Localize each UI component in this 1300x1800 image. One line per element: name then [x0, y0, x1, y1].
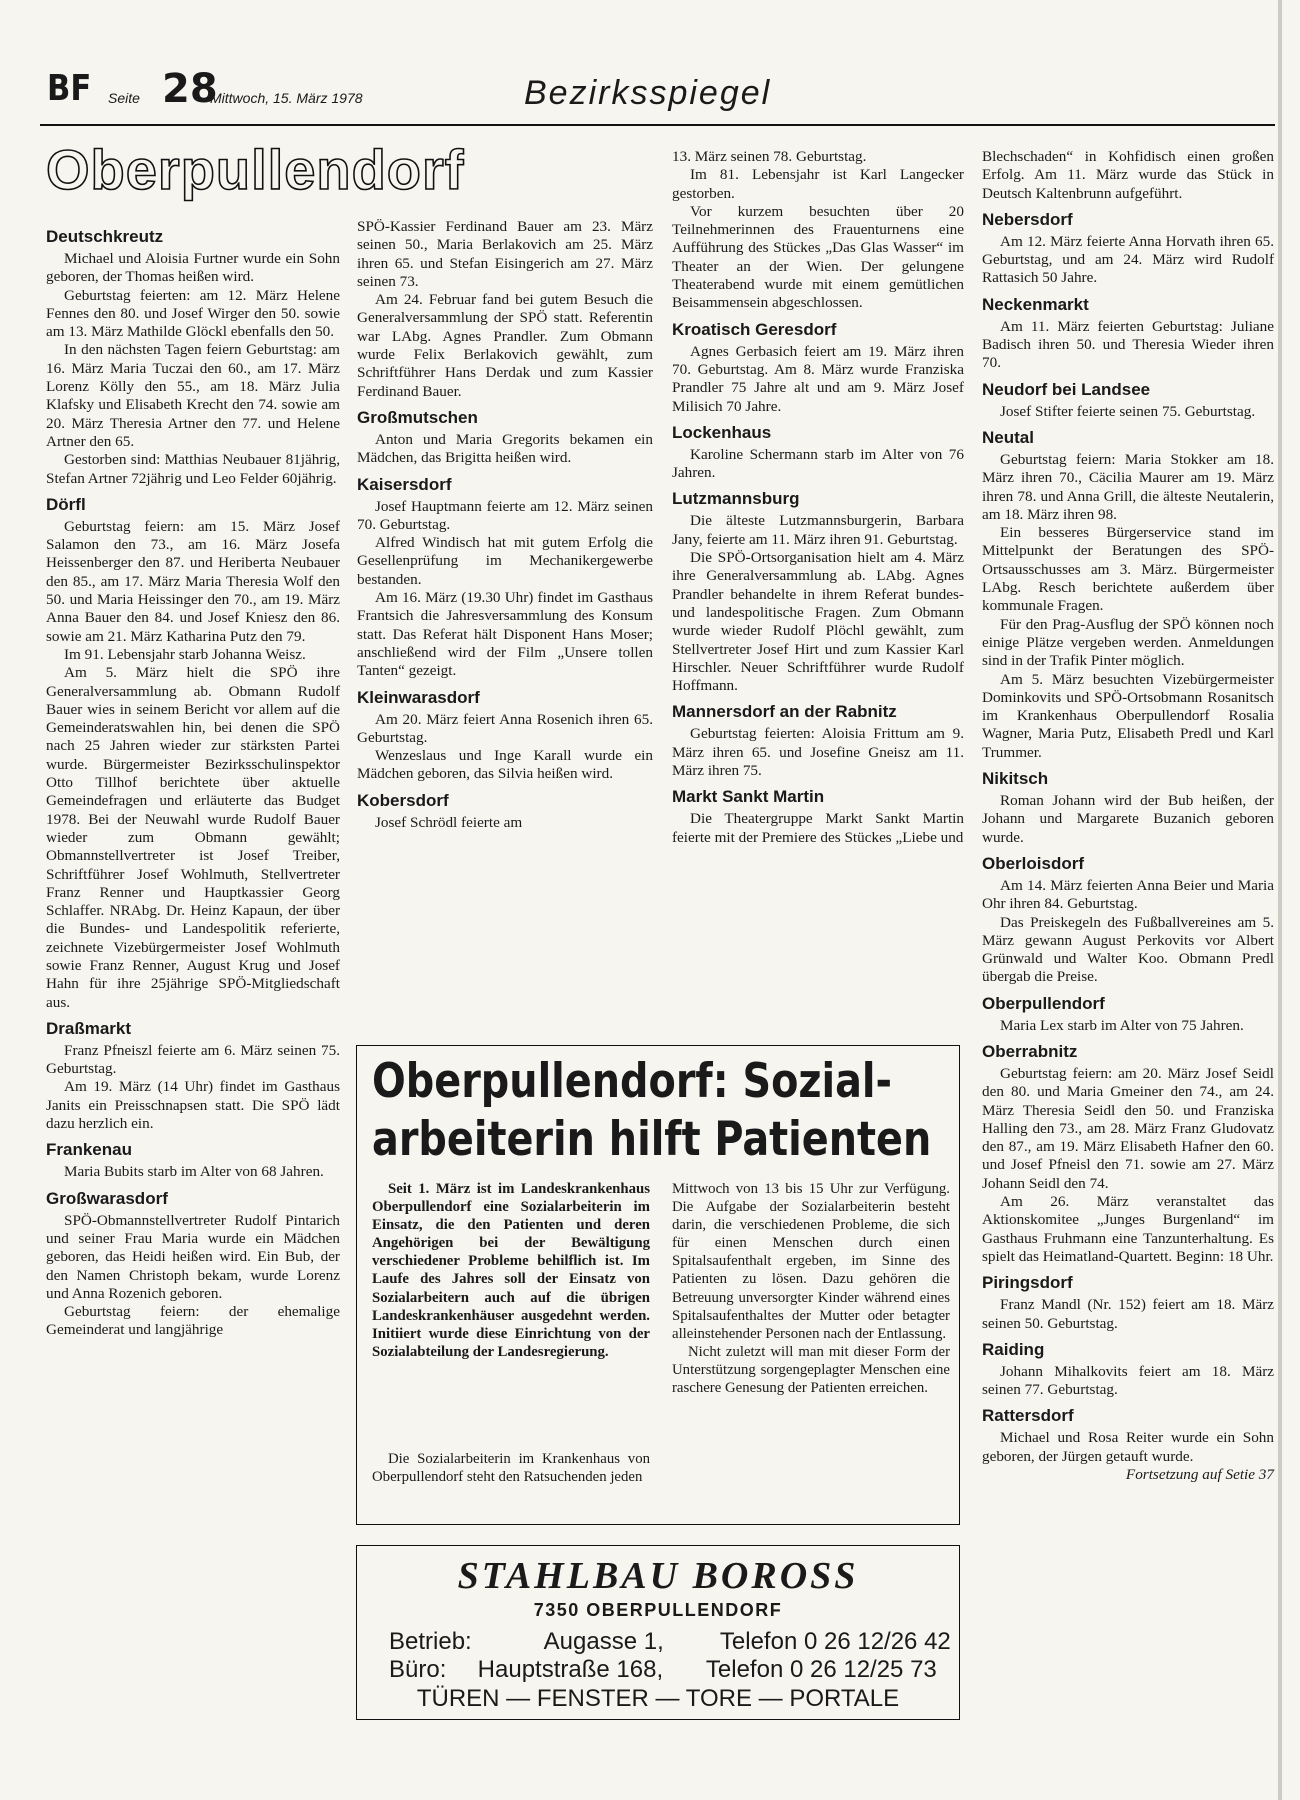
header-rule: [40, 124, 1275, 126]
paragraph: Karoline Schermann starb im Alter von 76 Jahren.: [672, 445, 964, 482]
section-heading: Lockenhaus: [672, 422, 772, 442]
section-heading: Kaisersdorf: [357, 474, 452, 494]
district-masthead: Oberpullendorf: [46, 138, 465, 201]
newspaper-logo: BF: [47, 68, 92, 109]
section-heading: Kleinwarasdorf: [357, 687, 480, 707]
paragraph: Am 14. März feierten Anna Beier und Maria Ohr ihren 84. Geburtstag.: [982, 876, 1274, 913]
page-edge: [1278, 0, 1282, 1800]
feature-headline: [372, 1053, 932, 1169]
paragraph: Am 5. März besuchten Vizebürgermeister Dominkovits und SPÖ-Ortsobmann Rosanitsch im Krankenhaus Oberpullendorf Rosalia Wagner, Maria Putz, Elisabeth Predl und Karl Trummer.: [982, 670, 1274, 761]
paragraph: Am 5. März hielt die SPÖ ihre Generalversammlung ab. Obmann Rudolf Bauer wies in seinem Bericht vor allem auf die Gemeinderatswahlen hin, bei denen die SPÖ nach 25 Jahren wieder zur stärksten Partei wurde. Bürgermeister Bezirksschulinspektor Otto Tillhof berichtete über aktuelle Gemeindefragen und erläuterte das Budget 1978. Bei der Neuwahl wurde Rudolf Bauer wieder zum Obmann gewählt; Obmannstellvertreter ist Josef Treiber, Schriftführer Josef Wohlmuth, Stellvertreter Franz Renner und Hauptkassier Georg Schlaffer. NRAbg. Dr. Heinz Kapaun, der über die Bundes- und Landespolitik referierte, zeichnete Vizebürgermeister Josef Wohlmuth sowie Franz Renner, August Krug und Josef Hahn für ihre 25jährige SPÖ-Mitgliedschaft aus.: [46, 664, 340, 1011]
paragraph: Josef Stifter feierte seinen 75. Geburtstag.: [1000, 402, 1256, 420]
section-heading: Piringsdorf: [982, 1273, 1073, 1293]
advertisement: [356, 1545, 960, 1720]
paragraph: Johann Mihalkovits feiert am 18. März seinen 77. Geburtstag.: [982, 1362, 1274, 1399]
ad-products: TÜREN — FENSTER — TORE — PORTALE: [416, 1685, 900, 1712]
paragraph: Maria Bubits starb im Alter von 68 Jahren.: [64, 1163, 324, 1181]
page-label: Seite: [108, 90, 140, 106]
paragraph: Geburtstag feiern: am 15. März Josef Salamon den 73., am 16. März Josefa Heissenberger den 87. und Heriberta Neubauer den 85., am 17. März Maria Theresia Wolf den 50. und Maria Heissinger den 70., am 19. März Anna Bauer den 84. und Josef Kniesz den 86. sowie am 21. März Katharina Putz den 79.: [46, 517, 340, 645]
paragraph: Die Sozialarbeiterin im Krankenhaus von Oberpullendorf steht den Ratsuchenden jeden: [372, 1451, 650, 1486]
ad-label: Büro:: [389, 1656, 447, 1683]
paragraph: SPÖ-Kassier Ferdinand Bauer am 23. März seinen 50., Maria Berlakovich am 25. März ihren 65. und Stefan Eisingerich am 27. März seinen 73.: [357, 218, 653, 290]
ad-phone: Telefon 0 26 12/25 73: [705, 1656, 937, 1683]
section-heading: Markt Sankt Martin: [672, 787, 825, 807]
feature-lead: [372, 1180, 650, 1361]
section-heading: Großwarasdorf: [46, 1188, 168, 1208]
lead-paragraph: Seit 1. März ist im Landeskrankenhaus Oberpullendorf eine Sozialarbeiterin im Einsatz, die den Patienten und deren Angehörigen bei der Bewältigung verschiedener Probleme behilflich ist. Im Laufe des Jahres soll der Einsatz von Sozialarbeitern auch auf die übrigen Landeskrankenhäuser ausgedehnt werden. Initiiert wurde diese Einrichtung von der Sozialabteilung der Landesregierung.: [372, 1181, 650, 1360]
section-heading: Raiding: [982, 1339, 1045, 1359]
ad-city: 7350 OBERPULLENDORF: [533, 1600, 783, 1620]
section-heading: Frankenau: [46, 1140, 132, 1160]
ad-buero-line: [389, 1656, 945, 1684]
headline-line: arbeiterin hilft Patienten: [372, 1112, 932, 1167]
paragraph: Am 20. März feiert Anna Rosenich ihren 65. Geburtstag.: [357, 710, 653, 746]
paragraph: Die älteste Lutzmannsburgerin, Barbara Jany, feierte am 11. März ihren 91. Geburtstag.: [672, 512, 964, 548]
paragraph: Geburtstag feiern: der ehemalige Gemeinderat und langjährige: [46, 1303, 340, 1339]
continuation-note: Fortsetzung auf Setie 37: [1125, 1466, 1274, 1484]
section-heading: Draßmarkt: [46, 1018, 132, 1038]
column-1: [46, 220, 340, 1340]
paragraph: Das Preiskegeln des Fußballvereines am 5. März gewann August Perkovits vor Albert Grünwald und Walter Koo. Obmann Predl übergab die Preise.: [982, 913, 1274, 986]
paragraph: Geburtstag feierten: Aloisia Frittum am 9. März ihren 65. und Josefine Gneisz am 11. März ihren 75.: [672, 725, 964, 780]
headline-line: Oberpullendorf: Sozial-: [372, 1054, 893, 1109]
page-header: [40, 66, 1275, 120]
column-2: [357, 218, 653, 832]
section-heading: Nebersdorf: [982, 209, 1073, 229]
paragraph: Anton und Maria Gregorits bekamen ein Mädchen, das Brigitta heißen wird.: [357, 430, 653, 467]
paragraph: Am 11. März feierten Geburtstag: Juliane Badisch ihren 50. und Theresia Wieder ihren 70.: [982, 317, 1274, 372]
paragraph: Im 81. Lebensjahr ist Karl Langecker gestorben.: [672, 166, 964, 202]
paragraph: Maria Lex starb im Alter von 75 Jahren.: [1000, 1016, 1244, 1034]
paragraph: Mittwoch von 13 bis 15 Uhr zur Verfügung. Die Aufgabe der Sozialarbeiterin besteht darin, die verschiedenen Probleme, die sich für einen Menschen durch einen Spitalsaufenthalt ergeben, im Sinne des Patienten zu lösen. Dazu gehören die Betreuung unversorgter Kinder während eines Spitalsaufenthaltes der Mutter oder betagter alleinstehender Personen nach der Entlassung.: [672, 1181, 950, 1342]
column-4: [982, 148, 1274, 1484]
issue-date: Mittwoch, 15. März 1978: [210, 90, 363, 106]
paragraph: Vor kurzem besuchten über 20 Teilnehmerinnen des Frauenturnens eine Aufführung des Stückes „Das Glas Wasser“ im Theater an der Wien. Der gelungene Theaterabend wurde mit einem gemütlichen Beisammensein abgeschlossen.: [672, 202, 964, 312]
paragraph: Wenzeslaus und Inge Karall wurde ein Mädchen geboren, das Silvia heißen wird.: [357, 747, 653, 783]
paragraph: Geburtstag feiern: Maria Stokker am 18. März ihren 70., Cäcilia Maurer am 19. März ihren 78. und Anna Grill, die älteste Neutalerin, am 18. März ihren 98.: [982, 450, 1274, 523]
feature-body-start: [372, 1450, 650, 1486]
section-title: Bezirksspiegel: [524, 74, 772, 112]
paragraph: Josef Schrödl feierte am: [375, 813, 523, 831]
paragraph: Michael und Rosa Reiter wurde ein Sohn geboren, der Jürgen getauft wurde.: [982, 1429, 1274, 1465]
paragraph: Alfred Windisch hat mit gutem Erfolg die Gesellenprüfung im Mechanikergewerbe bestanden.: [357, 534, 653, 588]
ad-betrieb-line: [389, 1628, 951, 1656]
paragraph: Am 19. März (14 Uhr) findet im Gasthaus Janits ein Preisschnapsen statt. Die SPÖ lädt dazu herzlich ein.: [46, 1078, 340, 1133]
paragraph: Josef Hauptmann feierte am 12. März seinen 70. Geburtstag.: [357, 497, 653, 533]
section-heading: Kroatisch Geresdorf: [672, 319, 837, 339]
page-number: 28: [162, 66, 218, 112]
section-heading: Großmutschen: [357, 407, 478, 427]
paragraph: Blechschaden“ in Kohfidisch einen großen Erfolg. Am 11. März wurde das Stück in Deutsch Kaltenbrunn aufgeführt.: [982, 148, 1274, 202]
paragraph: Geburtstag feiern: am 20. März Josef Seidl den 80. und Maria Gmeiner den 74., am 24. März Theresia Seidl den 50. und Franziska Halling den 73., am 28. März Franz Gludovatz den 87., am 19. März Elisabeth Hafner den 60. und Josef Pfneisl den 71. sowie am 27. März Johann Seidl den 74.: [982, 1064, 1274, 1192]
paragraph: Die SPÖ-Ortsorganisation hielt am 4. März ihre Generalversammlung ab. LAbg. Agnes Prandler behandelte in ihrem Referat bundes- und landespolitische Fragen. Zum Obmann wurde wieder Rudolf Plöchl gewählt, zum Stellvertreter Josef Hirt und zum Kassier Karl Hirschler. Neuer Schriftführer wurde Rudolf Hoffmann.: [672, 549, 964, 695]
paragraph: Die Theatergruppe Markt Sankt Martin feierte mit der Premiere des Stückes „Liebe und: [672, 810, 964, 846]
section-heading: Oberrabnitz: [982, 1041, 1078, 1061]
paragraph: Am 16. März (19.30 Uhr) findet im Gasthaus Frantsich die Jahresversammlung des Konsum statt. Das Referat hält Disponent Hans Moser; anschließend wird der Film „Unsere tollen Tanten“ gezeigt.: [357, 589, 653, 680]
paragraph: SPÖ-Obmannstellvertreter Rudolf Pintarich und seiner Frau Maria wurde ein Mädchen geboren, das Heidi heißen wird. Ein Bub, der den Namen Christoph bekam, wurde Lorenz und Anna Rozenich geboren.: [46, 1211, 340, 1302]
ad-company-name: STAHLBAU BOROSS: [457, 1555, 859, 1597]
section-heading: Neudorf bei Landsee: [982, 379, 1151, 399]
paragraph: In den nächsten Tagen feiern Geburtstag: am 16. März Maria Tuczai den 60., am 17. März Lorenz Kölly den 55., am 18. März Julia Klafsky und Elisabeth Krecht den 74. sowie am 20. März Theresia Artner den 77. und Helene Artner den 65.: [46, 341, 340, 450]
ad-address: Hauptstraße 168,: [477, 1656, 664, 1683]
section-heading: Deutschkreutz: [46, 227, 164, 246]
section-heading: Oberpullendorf: [982, 993, 1105, 1013]
paragraph: Für den Prag-Ausflug der SPÖ können noch einige Plätze vergeben werden. Anmeldungen sind in der Trafik Pinter möglich.: [982, 615, 1274, 670]
paragraph: Franz Pfneiszl feierte am 6. März seinen 75. Geburtstag.: [46, 1041, 340, 1078]
section-heading: Mannersdorf an der Rabnitz: [672, 702, 897, 722]
paragraph: Ein besseres Bürgerservice stand im Mittelpunkt der Beratungen des SPÖ-Ortsausschusses am 3. März. Bürgermeister LAbg. Resch berichtete außerdem über kommunale Fragen.: [982, 524, 1274, 615]
feature-body-cont: [672, 1180, 950, 1397]
ad-phone: Telefon 0 26 12/26 42: [719, 1628, 951, 1655]
paragraph: Agnes Gerbasich feiert am 19. März ihren 70. Geburtstag. Am 8. März wurde Franziska Prandler 75 Jahre alt und am 9. März Josef Milisich 70 Jahre.: [672, 342, 964, 415]
paragraph: Gestorben sind: Matthias Neubauer 81jährig, Stefan Artner 72jährig und Leo Felder 60jährig.: [46, 451, 340, 487]
paragraph: Geburtstag feierten: am 12. März Helene Fennes den 80. und Josef Wirger den 50. sowie am 13. März Mathilde Glöckl ebenfalls den 50.: [46, 286, 340, 341]
section-heading: Rattersdorf: [982, 1406, 1074, 1426]
paragraph: Roman Johann wird der Bub heißen, der Johann und Margarete Buzanich geboren wurde.: [982, 792, 1274, 846]
paragraph: Am 24. Februar fand bei gutem Besuch die Generalversammlung der SPÖ statt. Referentin war LAbg. Agnes Prandler. Zum Obmann wurde Felix Berlakovich gewählt, zum Schriftführer Hans Derdak und zum Kassier Ferdinand Bauer.: [357, 291, 653, 400]
section-heading: Dörfl: [46, 494, 86, 514]
paragraph: Michael und Aloisia Furtner wurde ein Sohn geboren, der Thomas heißen wird.: [46, 250, 340, 286]
ad-address: Augasse 1,: [543, 1628, 664, 1655]
ad-label: Betrieb:: [389, 1628, 472, 1655]
paragraph: Am 12. März feierte Anna Horvath ihren 65. Geburtstag, und am 24. März wird Rudolf Rattasich 50 Jahre.: [982, 232, 1274, 287]
section-heading: Neutal: [982, 427, 1034, 447]
paragraph: 13. März seinen 78. Geburtstag.: [672, 148, 867, 165]
section-heading: Lutzmannsburg: [672, 489, 800, 509]
paragraph: Im 91. Lebensjahr starb Johanna Weisz.: [64, 645, 306, 663]
section-heading: Kobersdorf: [357, 790, 449, 810]
column-3: [672, 148, 964, 847]
paragraph: Franz Mandl (Nr. 152) feiert am 18. März seinen 50. Geburtstag.: [982, 1296, 1274, 1332]
paragraph: Nicht zuletzt will man mit dieser Form der Unterstützung sorgengeplagter Menschen eine raschere Genesung der Patienten erreichen.: [672, 1343, 950, 1397]
paragraph: Am 26. März veranstaltet das Aktionskomitee „Junges Burgenland“ im Gasthaus Fruhmann eine Tanzunterhaltung. Es spielt das Heimatland-Quartett. Beginn: 18 Uhr.: [982, 1193, 1274, 1265]
section-heading: Neckenmarkt: [982, 294, 1089, 314]
section-heading: Nikitsch: [982, 769, 1049, 789]
section-heading: Oberloisdorf: [982, 853, 1085, 873]
